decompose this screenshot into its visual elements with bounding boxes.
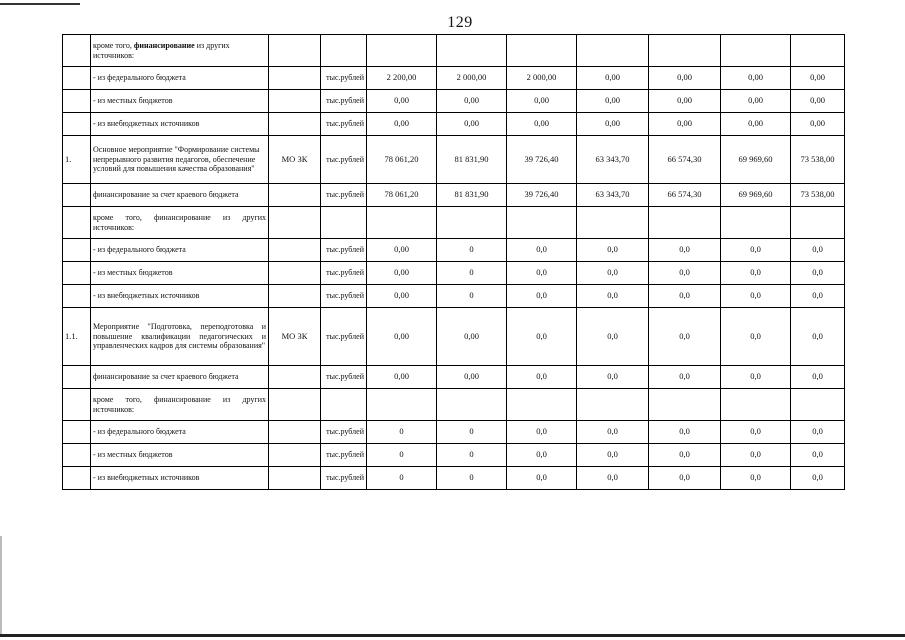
row-code <box>63 67 91 90</box>
row-value-3 <box>507 389 577 421</box>
row-unit: тыс.рублей <box>321 113 367 136</box>
row-value-5: 0,0 <box>649 444 721 467</box>
row-value-5: 0,0 <box>649 262 721 285</box>
row-value-2: 0,00 <box>437 308 507 366</box>
row-value-3: 0,00 <box>507 113 577 136</box>
row-executor <box>269 67 321 90</box>
row-executor <box>269 467 321 490</box>
row-value-4: 63 343,70 <box>577 136 649 184</box>
row-description: - из внебюджетных источников <box>91 467 269 490</box>
row-code <box>63 207 91 239</box>
row-unit: тыс.рублей <box>321 67 367 90</box>
table-row <box>63 308 845 366</box>
page-number: 129 <box>447 14 473 31</box>
row-unit: тыс.рублей <box>321 444 367 467</box>
row-value-4: 63 343,70 <box>577 184 649 207</box>
row-unit: тыс.рублей <box>321 308 367 366</box>
row-value-7: 73 538,00 <box>791 184 845 207</box>
row-unit <box>321 389 367 421</box>
row-executor: МО ЗК <box>269 136 321 184</box>
row-code <box>63 467 91 490</box>
row-description: Основное мероприятие "Формирование системы непрерывного развития педагогов, обеспечение условий для повышения качества образования" <box>91 136 269 184</box>
row-value-7: 0,00 <box>791 67 845 90</box>
scan-edge-top <box>0 3 80 5</box>
row-value-7: 0,00 <box>791 113 845 136</box>
table-row <box>63 239 845 262</box>
row-value-6: 0,0 <box>721 239 791 262</box>
row-executor <box>269 421 321 444</box>
row-value-6: 69 969,60 <box>721 136 791 184</box>
row-value-2 <box>437 35 507 67</box>
row-value-1: 0,00 <box>367 90 437 113</box>
row-value-6 <box>721 389 791 421</box>
row-value-6: 0,0 <box>721 285 791 308</box>
row-code <box>63 239 91 262</box>
row-value-7 <box>791 207 845 239</box>
row-value-5: 66 574,30 <box>649 136 721 184</box>
emphasized-word: финансирование <box>133 41 195 50</box>
scan-edge-bottom <box>0 634 905 637</box>
row-value-4: 0,0 <box>577 444 649 467</box>
row-executor <box>269 184 321 207</box>
row-value-2: 0 <box>437 467 507 490</box>
budget-table <box>62 34 845 490</box>
table-row <box>63 262 845 285</box>
row-executor <box>269 262 321 285</box>
row-code <box>63 35 91 67</box>
table-row <box>63 421 845 444</box>
row-value-2 <box>437 389 507 421</box>
row-value-6 <box>721 207 791 239</box>
row-description: - из федерального бюджета <box>91 239 269 262</box>
row-unit: тыс.рублей <box>321 467 367 490</box>
table-row <box>63 389 845 421</box>
row-unit <box>321 207 367 239</box>
row-code <box>63 262 91 285</box>
table-row <box>63 90 845 113</box>
row-value-5: 0,0 <box>649 366 721 389</box>
row-value-6: 69 969,60 <box>721 184 791 207</box>
row-value-3: 39 726,40 <box>507 184 577 207</box>
table-row <box>63 35 845 67</box>
row-value-3: 0,0 <box>507 444 577 467</box>
row-value-5 <box>649 35 721 67</box>
row-value-7: 0,0 <box>791 262 845 285</box>
row-value-5: 0,0 <box>649 239 721 262</box>
scan-edge-left <box>0 536 2 634</box>
row-description: - из местных бюджетов <box>91 262 269 285</box>
row-value-3 <box>507 207 577 239</box>
row-value-7: 0,0 <box>791 285 845 308</box>
row-unit: тыс.рублей <box>321 285 367 308</box>
row-value-4 <box>577 35 649 67</box>
row-value-3: 39 726,40 <box>507 136 577 184</box>
row-executor <box>269 444 321 467</box>
row-value-5: 0,00 <box>649 67 721 90</box>
row-value-4: 0,00 <box>577 113 649 136</box>
table-row <box>63 113 845 136</box>
row-value-2: 0 <box>437 262 507 285</box>
row-value-4: 0,00 <box>577 67 649 90</box>
budget-table-body <box>63 35 845 490</box>
row-value-7: 0,00 <box>791 90 845 113</box>
row-value-1: 0,00 <box>367 308 437 366</box>
row-unit: тыс.рублей <box>321 421 367 444</box>
row-executor <box>269 207 321 239</box>
table-row <box>63 444 845 467</box>
row-value-6 <box>721 35 791 67</box>
row-value-3: 2 000,00 <box>507 67 577 90</box>
row-value-5 <box>649 207 721 239</box>
row-value-5: 0,0 <box>649 285 721 308</box>
row-value-5: 0,00 <box>649 90 721 113</box>
row-unit: тыс.рублей <box>321 90 367 113</box>
row-executor <box>269 113 321 136</box>
table-row <box>63 184 845 207</box>
row-value-7 <box>791 389 845 421</box>
row-description: - из внебюджетных источников <box>91 285 269 308</box>
row-value-4: 0,0 <box>577 366 649 389</box>
row-value-1: 0 <box>367 467 437 490</box>
row-value-1: 0,00 <box>367 285 437 308</box>
row-executor <box>269 90 321 113</box>
row-description: кроме того, финансирование из других источников: <box>91 35 269 67</box>
row-value-6: 0,0 <box>721 444 791 467</box>
row-value-4: 0,0 <box>577 421 649 444</box>
row-value-5: 0,00 <box>649 113 721 136</box>
row-value-2: 81 831,90 <box>437 136 507 184</box>
row-value-4 <box>577 207 649 239</box>
row-description: кроме того, финансирование из других источников: <box>91 207 269 239</box>
row-value-4: 0,0 <box>577 308 649 366</box>
row-value-4: 0,0 <box>577 262 649 285</box>
row-executor <box>269 366 321 389</box>
row-code: 1.1. <box>63 308 91 366</box>
row-value-3: 0,0 <box>507 262 577 285</box>
row-value-6: 0,00 <box>721 67 791 90</box>
row-unit: тыс.рублей <box>321 239 367 262</box>
row-value-4: 0,0 <box>577 285 649 308</box>
row-value-2: 0 <box>437 421 507 444</box>
row-value-3: 0,0 <box>507 239 577 262</box>
row-value-7 <box>791 35 845 67</box>
row-value-7: 0,0 <box>791 239 845 262</box>
row-value-2: 0,00 <box>437 366 507 389</box>
row-executor <box>269 389 321 421</box>
row-code <box>63 421 91 444</box>
row-value-4: 0,0 <box>577 239 649 262</box>
row-value-1: 78 061,20 <box>367 184 437 207</box>
row-value-1 <box>367 207 437 239</box>
row-value-1: 0,00 <box>367 262 437 285</box>
row-value-5: 0,0 <box>649 308 721 366</box>
row-description: кроме того, финансирование из других источников: <box>91 389 269 421</box>
row-value-1: 78 061,20 <box>367 136 437 184</box>
row-value-1: 0,00 <box>367 366 437 389</box>
row-value-6: 0,0 <box>721 366 791 389</box>
row-value-1: 0,00 <box>367 113 437 136</box>
row-value-2: 0 <box>437 444 507 467</box>
row-code <box>63 90 91 113</box>
row-description: Мероприятие "Подготовка, переподготовка и повышение квалификации педагогических и управленческих кадров для системы образования" <box>91 308 269 366</box>
row-unit: тыс.рублей <box>321 136 367 184</box>
row-value-7: 0,0 <box>791 308 845 366</box>
row-value-4: 0,0 <box>577 467 649 490</box>
row-value-2: 81 831,90 <box>437 184 507 207</box>
row-value-1 <box>367 35 437 67</box>
table-row <box>63 366 845 389</box>
row-value-3: 0,00 <box>507 90 577 113</box>
row-value-7: 0,0 <box>791 366 845 389</box>
row-value-7: 0,0 <box>791 467 845 490</box>
row-code <box>63 366 91 389</box>
row-value-6: 0,0 <box>721 308 791 366</box>
row-unit: тыс.рублей <box>321 262 367 285</box>
row-executor <box>269 285 321 308</box>
row-value-1 <box>367 389 437 421</box>
row-value-3: 0,0 <box>507 467 577 490</box>
row-unit: тыс.рублей <box>321 184 367 207</box>
row-description: - из местных бюджетов <box>91 90 269 113</box>
row-value-2: 0 <box>437 239 507 262</box>
row-value-7: 73 538,00 <box>791 136 845 184</box>
row-value-6: 0,00 <box>721 90 791 113</box>
row-value-6: 0,0 <box>721 467 791 490</box>
row-value-3: 0,0 <box>507 421 577 444</box>
row-description: - из местных бюджетов <box>91 444 269 467</box>
row-code: 1. <box>63 136 91 184</box>
row-code <box>63 184 91 207</box>
row-value-2: 0,00 <box>437 113 507 136</box>
row-value-2: 0 <box>437 285 507 308</box>
row-value-1: 2 200,00 <box>367 67 437 90</box>
row-value-1: 0,00 <box>367 239 437 262</box>
row-value-1: 0 <box>367 421 437 444</box>
row-value-3: 0,0 <box>507 285 577 308</box>
row-value-5: 0,0 <box>649 421 721 444</box>
row-value-4 <box>577 389 649 421</box>
row-value-6: 0,0 <box>721 262 791 285</box>
row-value-5: 0,0 <box>649 467 721 490</box>
row-code <box>63 444 91 467</box>
row-executor <box>269 239 321 262</box>
row-value-5 <box>649 389 721 421</box>
table-row <box>63 67 845 90</box>
row-description: - из федерального бюджета <box>91 67 269 90</box>
row-value-6: 0,0 <box>721 421 791 444</box>
table-row <box>63 467 845 490</box>
row-description: финансирование за счет краевого бюджета <box>91 184 269 207</box>
row-value-2: 2 000,00 <box>437 67 507 90</box>
row-value-3: 0,0 <box>507 366 577 389</box>
row-description: финансирование за счет краевого бюджета <box>91 366 269 389</box>
row-value-7: 0,0 <box>791 421 845 444</box>
row-value-2 <box>437 207 507 239</box>
row-value-2: 0,00 <box>437 90 507 113</box>
row-executor: МО ЗК <box>269 308 321 366</box>
row-description: - из внебюджетных источников <box>91 113 269 136</box>
row-unit: тыс.рублей <box>321 366 367 389</box>
row-code <box>63 389 91 421</box>
row-value-3: 0,0 <box>507 308 577 366</box>
row-executor <box>269 35 321 67</box>
row-value-7: 0,0 <box>791 444 845 467</box>
row-value-5: 66 574,30 <box>649 184 721 207</box>
table-row <box>63 285 845 308</box>
row-code <box>63 285 91 308</box>
row-description: - из федерального бюджета <box>91 421 269 444</box>
row-value-3 <box>507 35 577 67</box>
row-value-1: 0 <box>367 444 437 467</box>
row-code <box>63 113 91 136</box>
row-value-4: 0,00 <box>577 90 649 113</box>
table-row <box>63 136 845 184</box>
row-unit <box>321 35 367 67</box>
table-row <box>63 207 845 239</box>
row-value-6: 0,00 <box>721 113 791 136</box>
